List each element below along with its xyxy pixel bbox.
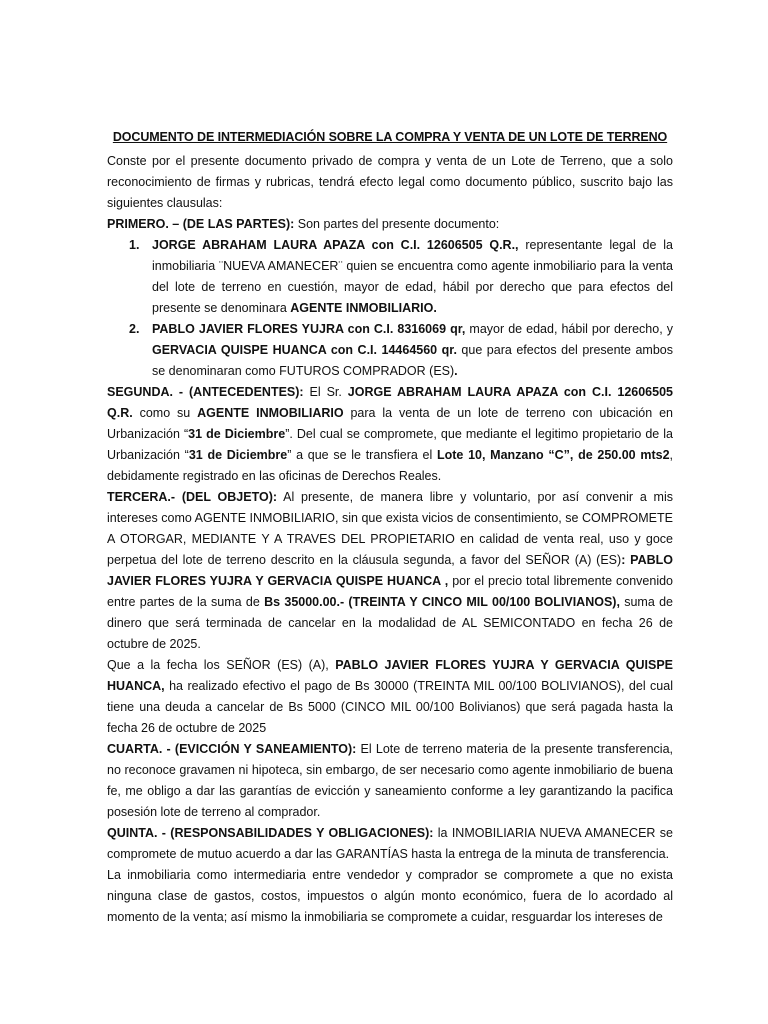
party-text: representante legal de la inmobiliaria ¨NUEVA AMANECER¨ quien se encuentra como agente inmobiliario para la venta del lote de terreno en cuestión, mayor de edad, hábil por derecho que para efectos del presente se denominara xyxy=(152,238,673,315)
urbanization-name: 31 de Diciembre xyxy=(188,427,286,441)
document-title: DOCUMENTO DE INTERMEDIACIÓN SOBRE LA COMPRA Y VENTA DE UN LOTE DE TERRENO xyxy=(112,130,668,144)
clause-text: El Lote de terreno materia de la presente transferencia, no reconoce gravamen ni hipoteca, sin embargo, de ser necesario como agente inmobiliario de buena fe, me obligo a dar las garantías de evicción y saneamiento conforme a ley garantizando la pacifica posesión lote de terreno al comprador. xyxy=(107,742,673,819)
payment-paragraph xyxy=(107,655,673,739)
lot-description: Lote 10, Manzano “C”, de 250.00 mts2 xyxy=(436,448,670,462)
parties-list xyxy=(107,235,673,382)
clause-heading: CUARTA. - (EVICCIÓN Y SANEAMIENTO): xyxy=(107,742,357,756)
list-item xyxy=(107,319,673,382)
clause-text: como su xyxy=(132,406,198,420)
list-number: 1. xyxy=(129,238,140,252)
clause-text: ha realizado efectivo el pago de Bs 30000 (TREINTA MIL 00/100 BOLIVIANOS), del cual tiene una deuda a cancelar de Bs 5000 (CINCO MIL 00/100 Bolivianos) que será pagada hasta la fecha 26 de octubre de 2025 xyxy=(107,679,673,735)
clause-cuarta xyxy=(107,739,673,823)
list-item xyxy=(107,235,673,319)
party-text: que para efectos del presente ambos se denominaran como FUTUROS COMPRADOR (ES) xyxy=(152,343,673,378)
clause-primero xyxy=(107,214,673,235)
clause-heading: PRIMERO. – (DE LAS PARTES): xyxy=(107,217,295,231)
party-name: JORGE ABRAHAM LAURA APAZA con C.I. 12606505 Q.R., xyxy=(152,238,519,252)
party-name: PABLO JAVIER FLORES YUJRA con C.I. 8316069 qr, xyxy=(152,322,466,336)
clause-heading: QUINTA. - (RESPONSABILIDADES Y OBLIGACIONES): xyxy=(107,826,434,840)
intro-paragraph: Conste por el presente documento privado de compra y venta de un Lote de Terreno, que a solo reconocimiento de firmas y rubricas, tendrá efecto legal como documento público, suscrito bajo las siguientes clausulas: xyxy=(107,154,673,210)
list-number: 2. xyxy=(129,322,140,336)
clause-text: ” a que se le transfiera el xyxy=(287,448,437,462)
document-page xyxy=(107,127,673,928)
clause-text: Son partes del presente documento: xyxy=(294,217,500,231)
clause-text: ”. Del cual se compromete, que mediante el legitimo propietario de la Urbanización “ xyxy=(107,427,673,462)
clause-quinta xyxy=(107,823,673,865)
clause-text: por el precio total libremente convenido entre partes de la suma de xyxy=(107,574,673,609)
clause-tercera xyxy=(107,487,673,655)
clause-heading: SEGUNDA. - (ANTECEDENTES): xyxy=(107,385,304,399)
price: Bs 35000.00.- (TREINTA Y CINCO MIL 00/100 BOLIVIANOS), xyxy=(264,595,620,609)
agent-name: JORGE ABRAHAM LAURA APAZA con C.I. 12606505 Q.R. xyxy=(107,385,673,420)
clause-heading: TERCERA.- (DEL OBJETO): xyxy=(107,490,278,504)
agent-role: AGENTE INMOBILIARIO xyxy=(197,406,344,420)
buyer-names: : PABLO JAVIER FLORES YUJRA Y GERVACIA QUISPE HUANCA , xyxy=(107,553,673,588)
clause-text: Que a la fecha los SEÑOR (ES) (A), xyxy=(107,658,336,672)
clause-segunda xyxy=(107,382,673,487)
final-paragraph: La inmobiliaria como intermediaria entre vendedor y comprador se compromete a que no exista ninguna clase de gastos, costos, impuestos o algún monto económico, fuera de lo acordado al momento de la venta; así mismo la inmobiliaria se compromete a cuidar, resguardar los intereses de xyxy=(107,868,673,924)
party-role: AGENTE INMOBILIARIO. xyxy=(290,301,437,315)
clause-text: , debidamente registrado en las oficinas de Derechos Reales. xyxy=(107,448,674,483)
clause-text: la INMOBILIARIA NUEVA AMANECER se compromete de mutuo acuerdo a dar las GARANTÍAS hasta la entrega de la minuta de transferencia. xyxy=(107,826,673,861)
party-text: mayor de edad, hábil por derecho, y xyxy=(465,322,673,336)
clause-text: para la venta de un lote de terreno con ubicación en Urbanización “ xyxy=(107,406,673,441)
period: . xyxy=(454,364,458,378)
urbanization-name: 31 de Diciembre xyxy=(188,448,288,462)
buyer-names: PABLO JAVIER FLORES YUJRA Y GERVACIA QUISPE HUANCA, xyxy=(107,658,673,693)
clause-text: Al presente, de manera libre y voluntario, por así convenir a mis intereses como AGENTE INMOBILIARIO, sin que exista vicios de consentimiento, se COMPROMETE A OTORGAR, MEDIANTE Y A TRAVES DEL PROPIETARIO en calidad de venta real, uso y goce perpetua del lote de terreno descrito en la cláusula segunda, a favor del SEÑOR (A) (ES) xyxy=(107,490,673,567)
clause-text: suma de dinero que será terminada de cancelar en la modalidad de AL SEMICONTADO en fecha 26 de octubre de 2025. xyxy=(107,595,673,651)
clause-text: El Sr. xyxy=(303,385,348,399)
party-name: GERVACIA QUISPE HUANCA con C.I. 14464560 qr. xyxy=(152,343,457,357)
